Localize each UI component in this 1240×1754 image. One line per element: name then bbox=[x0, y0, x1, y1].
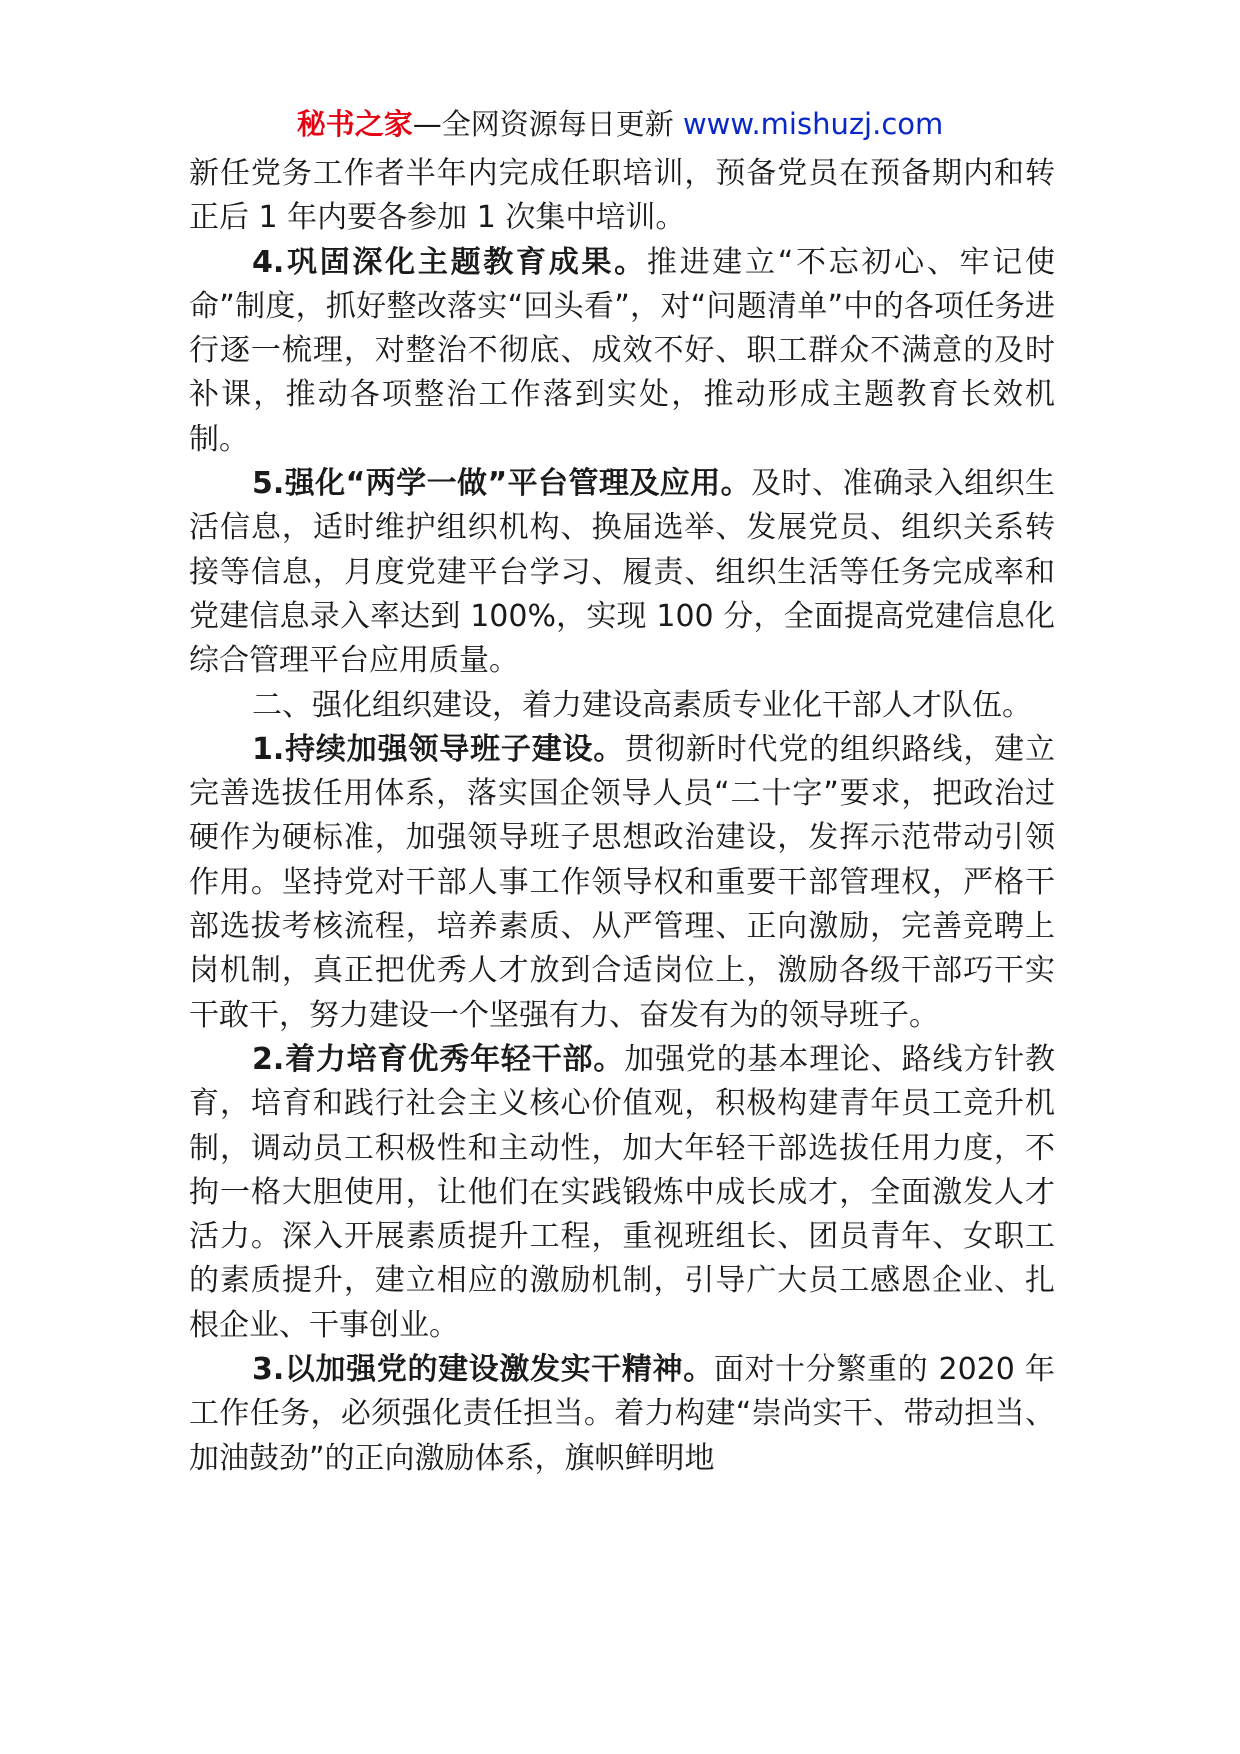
paragraph-platform-management bbox=[189, 462, 1055, 683]
paragraph-lead: 3.以加强党的建设激发实干精神。 bbox=[252, 1352, 714, 1388]
paragraph-text: 新任党务工作者半年内完成任职培训，预备党员在预备期内和转正后 1 年内要各参加 1 次集中培训。 bbox=[189, 156, 1055, 236]
header-slogan: —全网资源每日更新 bbox=[412, 107, 683, 141]
paragraph-lead: 2.着力培育优秀年轻干部。 bbox=[252, 1041, 625, 1077]
paragraph-lead: 5.强化“两学一做”平台管理及应用。 bbox=[252, 466, 752, 502]
section-heading-organization bbox=[189, 684, 1055, 728]
header-url-link[interactable]: www.mishuzj.com bbox=[682, 107, 944, 141]
paragraph-lead: 4.巩固深化主题教育成果。 bbox=[252, 244, 647, 280]
paragraph-leadership-team bbox=[189, 728, 1055, 1038]
paragraph-text: 及时、准确录入组织生活信息，适时维护组织机构、换届选举、发展党员、组织关系转接等信息，月度党建平台学习、履责、组织生活等任务完成率和党建信息录入率达到 100%，实现 100 分，全面提高党建信息化综合管理平台应用质量。 bbox=[189, 466, 1055, 679]
document-body bbox=[189, 152, 1055, 1481]
paragraph-practical-spirit bbox=[189, 1348, 1055, 1481]
paragraph-young-cadres bbox=[189, 1038, 1055, 1348]
paragraph-text: 面对十分繁重的 2020 年工作任务，必须强化责任担当。着力构建“崇尚实干、带动担当、加油鼓劲”的正向激励体系，旗帜鲜明地 bbox=[189, 1352, 1055, 1476]
header-brand: 秘书之家 bbox=[296, 107, 413, 141]
paragraph-text: 推进建立“不忘初心、牢记使命”制度，抓好整改落实“回头看”，对“问题清单”中的各项任务进行逐一梳理，对整治不彻底、成效不好、职工群众不满意的及时补课，推动各项整治工作落到实处，推动形成主题教育长效机制。 bbox=[189, 244, 1055, 457]
paragraph-continuation bbox=[189, 152, 1055, 241]
page-header bbox=[0, 104, 1240, 144]
paragraph-text: 加强党的基本理论、路线方针教育，培育和践行社会主义核心价值观，积极构建青年员工竞升机制，调动员工积极性和主动性，加大年轻干部选拔任用力度，不拘一格大胆使用，让他们在实践锻炼中成长成才，全面激发人才活力。深入开展素质提升工程，重视班组长、团员青年、女职工的素质提升，建立相应的激励机制，引导广大员工感恩企业、扎根企业、干事创业。 bbox=[189, 1041, 1055, 1343]
paragraph-lead: 1.持续加强领导班子建设。 bbox=[252, 731, 625, 767]
section-heading-text: 二、强化组织建设，着力建设高素质专业化干部人才队伍。 bbox=[252, 687, 1032, 723]
paragraph-text: 贯彻新时代党的组织路线，建立完善选拔任用体系，落实国企领导人员“二十字”要求，把政治过硬作为硬标准，加强领导班子思想政治建设，发挥示范带动引领作用。坚持党对干部人事工作领导权和重要干部管理权，严格干部选拔考核流程，培养素质、从严管理、正向激励，完善竞聘上岗机制，真正把优秀人才放到合适岗位上，激励各级干部巧干实干敢干，努力建设一个坚强有力、奋发有为的领导班子。 bbox=[189, 731, 1055, 1033]
paragraph-consolidate-education bbox=[189, 241, 1055, 462]
